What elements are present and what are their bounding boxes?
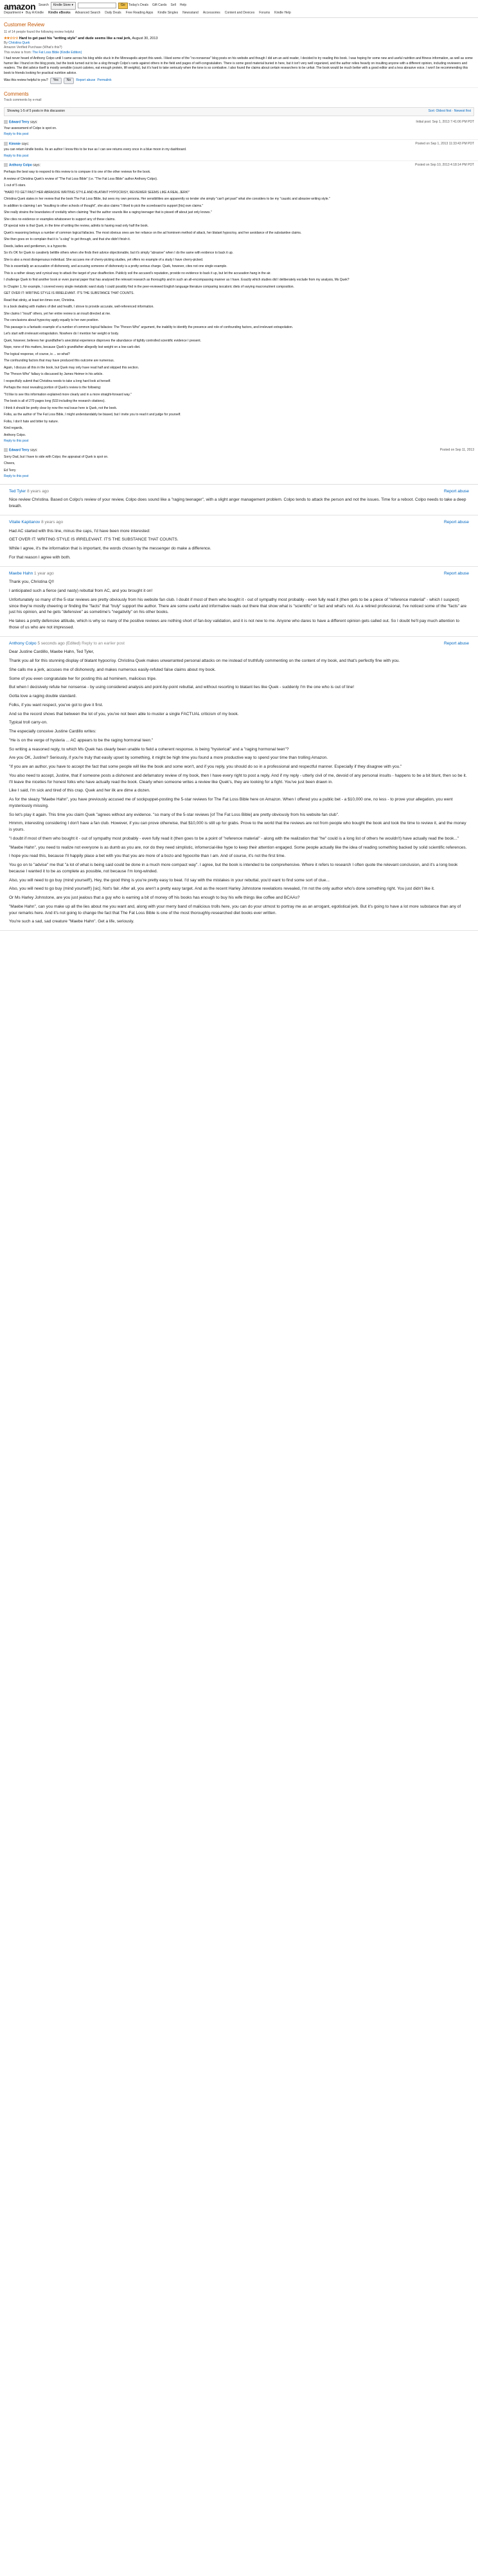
- review-about-label: This review is from:: [4, 50, 32, 55]
- comment-item: [0, 140, 478, 162]
- helpful-yes-button[interactable]: Yes: [50, 78, 62, 84]
- department-menu[interactable]: Department ▾: [4, 11, 24, 15]
- rebuttal-paragraph: She cites no evidence or examples whatsoever to support any of these claims.: [4, 217, 116, 221]
- comment-time: Posted on Sep 11, 2013: [439, 447, 474, 452]
- review-date: August 30, 2013: [132, 36, 158, 40]
- comment-paragraph: "He is on the verge of hysteria ... AC appears to be the raging hormonal teen.": [9, 738, 154, 743]
- comment-text: Your assessment of Colpo is spot on.: [4, 126, 57, 130]
- comment-paragraph: Some of you even congratulate her for posting this ad hominem, malicious tripe.: [9, 676, 157, 681]
- comment-paragraph: Are you OK, Justine? Seriously, if you're truly that easily upset by something, it might be high time you found a more productive way to spend your time than trolling Amazon.: [9, 756, 328, 761]
- rebuttal-paragraph: She claims I "insult" others, yet her entire review is an insult directed at me.: [4, 311, 111, 316]
- comment-paragraph: Had AC started with this line, minus the caps, I'd have been more interested:: [9, 528, 150, 533]
- comment-author[interactable]: Kimmie: [9, 141, 21, 146]
- comment-paragraph: Or Ms Harley Johnstone, are you just jealous that a guy who is earning a bit of money off his books has enough to buy his wife things like coffee and BCAAs?: [9, 895, 300, 901]
- paging-info: Showing 1-5 of 5 posts in this discussion: [7, 109, 66, 114]
- comment-paragraph: Dear Justine Cardillo, Maebe Hahn, Ted Tyler,: [9, 650, 94, 655]
- rebuttal-paragraph: GET OVER IT: WRITING STYLE IS IRRELEVANT. IT'S THE SUBSTANCE THAT COUNTS.: [4, 291, 134, 296]
- comment-paragraph: But when I decisively refute her nonsense - by using considered analysis and point-by-point rebuttal, and without resorting to blatant lies like Quek - suddenly I'm the one who is out of line!: [9, 685, 355, 690]
- rebuttal-paragraph: In addition to claiming I am "insulting to other schools of thought", she also claims "I liked to pick the scoreboard to support [his] own claims.": [4, 203, 204, 208]
- rebuttal-paragraph: The confounding factors that may have produced this outcome are numerous.: [4, 359, 115, 363]
- comment-author[interactable]: Anthony Colpo: [9, 163, 32, 168]
- comment-paragraph: I hope you read this, because I'll happily place a bet with you that you are more of a bozo and hypocrite than I am. And of course, it's not the first time.: [9, 854, 286, 859]
- comment-paragraph: As for the sleazy "Maebe Hahn", you have previously accused me of sockpuppet-posting the 5-star reviews for The Fat Loss Bible here on Amazon. When I offered you a public bet - a $10,000 one, no less - to prove your allegation, you went mysteriously missing.: [9, 797, 453, 808]
- comment-time: Posted on Sep 10, 2013 4:18:14 PM PDT: [414, 163, 474, 168]
- comment-paragraph: Gotta love a raging double standard.: [9, 694, 77, 699]
- comment-paragraph: I anticipated such a fierce (and nasty) rebuttal from AC, and you brought it on!: [9, 589, 153, 594]
- rebuttal-paragraph: Again, I discuss all this in the book, but Quek may only have read half and skipped this section.: [4, 365, 139, 370]
- says-label: says:: [30, 448, 38, 453]
- avatar: [4, 120, 8, 124]
- comment-paragraph: Folks, if you want respect, you've got to give it first.: [9, 702, 103, 707]
- rebuttal-paragraph: Christina Quek states in her review that the book The Fat Loss Bible, but sees my own persona. Her sensibilities are apparently so tender she simply "can't get past" what she considers to be my "caustic and abrasive writing style.": [4, 197, 330, 202]
- top-link-help[interactable]: Help: [179, 3, 187, 7]
- comment-paragraph: Nice review Christina. Based on Colpo's review of your review, Colpo does sound like a "raging teenager", with a slight anger management problem. Colpo tends to attack the person and not the issues. Time for a reboot. Colpo needs to take a deep breath.: [9, 497, 466, 509]
- comment-paragraph: The especially conceive Justine Cardillo writes:: [9, 729, 96, 734]
- comment-paragraph: "Maebe Hahn", can you make up all the lies about me you want and, along with your merry band of malicious trolls here, you can do your utmost to portray me as an arrogant, egotistical jerk. But it's going to have a lot more substance than any of your remarks here. And it's not going to change the fact that The Fat Loss Bible is one of the most thoroughly-researched diet books ever written.: [9, 904, 461, 915]
- avatar: [4, 142, 8, 146]
- comment-text: Sorry Dad, but I have to side with Colpo; the appraisal of Quek is spot on.: [4, 454, 109, 459]
- permalink-link[interactable]: Permalink: [97, 78, 112, 83]
- search-go-button[interactable]: Go: [118, 3, 128, 9]
- comment-age: 8 years ago: [27, 488, 49, 494]
- rebuttal-paragraph: This is essentially an accusation of dishonesty, and accusing someone of dishonesty is a pretty serious charge. Quek, however, cites not one single example.: [4, 264, 227, 269]
- comment-paragraph: You're such a sad, sad creature "Maebe Hahn". Get a life, seriously.: [9, 919, 134, 924]
- nav-content-devices[interactable]: Content and Devices: [224, 11, 255, 15]
- helpful-question: Was this review helpful to you?: [4, 78, 48, 83]
- rebuttal-paragraph: She is also a most disingenuous individual. She accuses me of cherry-picking studies, yet offers no example of a study I have cherry-picked.: [4, 257, 204, 262]
- comment-card: [0, 485, 478, 515]
- rebuttal-paragraph: In Chapter 1, for example, I covered every single metabolic ward study I could possibly find in the peer-reviewed English language literature comparing isocaloric diets of varying macronutrient composition.: [4, 284, 294, 289]
- review-headline: Hard to get past his "writing style" and dude seems like a real jerk,: [19, 36, 131, 40]
- rebuttal-paragraph: I challenge Quek to find another book or even journal paper that has analysed the relevant research as thoroughly and in such an all-encompassing manner as I have. Exactly which studies did I deliberately exclude from my analysis, Ms Quek?: [4, 278, 350, 282]
- rebuttal-paragraph: Perhaps the best way to respond to this review is to compare it to one of the other reviews for the book.: [4, 170, 151, 175]
- comment-text: you can return kindle books. Its an author I know this to be true as I can see returns every once in a blue moon in my dashboard.: [4, 148, 187, 152]
- rebuttal-paragraph: This passage is a fantastic example of a number of common logical fallacies: The "Person Who" argument, the inability to identify the presence and role of confounding factors, and irrelevant extrapolation.: [4, 325, 294, 329]
- comment-paragraph: Hmmm, interesting considering I don't have a fan club. However, if you can prove otherwise, that $10,000 is still up for grabs. Prove to the world that the reviews are not from people who bought the book and took the time to review it, and the money is yours.: [9, 821, 466, 833]
- comment-paragraph: He takes a pretty defensive attitude, which is why so many of the positive reviews are nothing short of fan-boy validation, and it is not new to me. Anyone who dares to have a different opinion gets called out. So I doubt he'll pay much attention to those of us who are not impressed.: [9, 619, 460, 630]
- nav-forums[interactable]: Forums: [259, 11, 270, 15]
- top-link-gift-cards[interactable]: Gift Cards: [152, 3, 167, 7]
- rebuttal-paragraph: I think it should be pretty clear by now the real issue here is Quek, not the book.: [4, 406, 118, 410]
- search-category-select[interactable]: Kindle Store ▾: [51, 2, 76, 10]
- helpful-no-button[interactable]: No: [64, 78, 74, 84]
- rebuttal-paragraph: "HARD TO GET PAST HER ABRASIVE WRITING STYLE AND BLATANT HYPOCRISY, REVIEWER SEEMS LIKE A REAL JERK!": [4, 190, 190, 194]
- review-section-title: Customer Review: [4, 22, 45, 28]
- comment-author[interactable]: Edward Terry: [9, 120, 30, 125]
- avatar: [4, 448, 8, 452]
- comments-title: Comments: [4, 91, 29, 97]
- nav-buy-kindle[interactable]: Buy A Kindle: [26, 11, 44, 15]
- search-input[interactable]: [78, 3, 116, 8]
- rebuttal-paragraph: Kind regards,: [4, 426, 23, 431]
- rebuttal-paragraph: This is a rather sleazy and cynical way to attack the target of your disaffection. Publicly soil the accused's reputation, provide no evidence to back it up, but let the accusation hang in the air.: [4, 271, 271, 275]
- top-link-sell[interactable]: Sell: [170, 3, 176, 7]
- comment-paragraph: Unfortunately so many of the 5-star reviews are pretty obviously from his website fan club. I doubt if most of them who bought it - out of sympathy most probably - even fully read it (then gets to be a piece of "reference material" - which I suspect) since they're mostly cheering or finding the "facts" that "truly" support the author. There are some useful and informative reads out there that show what is "scientific" or fact and what's not. As a retired professional, I've noticed some of the "facts" are just his opinion, and he gets "defensive" as sometime's "negativity" on his other books.: [9, 597, 467, 615]
- comment-time: Posted on Sep 1, 2013 11:33:43 PM PDT: [415, 141, 474, 146]
- header-bar: [0, 0, 478, 18]
- rebuttal-paragraph: The logical response, of course, is ... so what?: [4, 352, 70, 356]
- author-rebuttal-comment: [0, 161, 478, 445]
- comment-paragraph: Like I said, I'm sick and tired of this crap. Quek and her ilk are dime a dozen.: [9, 788, 150, 793]
- comment-paragraph: GET OVER IT: WRITING STYLE IS IRRELEVANT. IT'S THE SUBSTANCE THAT COUNTS.: [9, 537, 179, 542]
- comment-paragraph: For that reason I agree with both.: [9, 555, 71, 560]
- sort-options[interactable]: Sort: Oldest first · Newest first: [428, 109, 471, 114]
- customer-review: [0, 18, 478, 88]
- report-abuse-link[interactable]: Report abuse: [443, 488, 469, 494]
- rebuttal-paragraph: Anthony Colpo.: [4, 433, 26, 437]
- review-about-row: [4, 51, 474, 56]
- star-rating: ★★☆☆☆: [4, 36, 19, 40]
- comment-paragraph: "I doubt if most of them who bought it - out of sympathy most probably - even fully read it (then goes to be a point of "reference material" - along with the realization that "he" could is a long list of others he wouldn't) have actually read the book...": [9, 836, 459, 841]
- nav-free-apps[interactable]: Free Reading Apps: [125, 11, 154, 15]
- comment-age: 1 year ago: [34, 571, 54, 576]
- review-author-link[interactable]: Christina Quek: [8, 40, 30, 45]
- new-comments-list: [0, 484, 478, 931]
- comment-paragraph: Also, you will need to go buy (mind yourself!) [sic]. Not's fair. After all, you aren't a pretty easy target. And as the recent Harley Johnstone revelations revealed, I'm not the only author who's done something right. You just didn't like it.: [9, 886, 435, 892]
- paging-bar: [4, 107, 474, 116]
- comment-text: Cheers,: [4, 462, 15, 466]
- reply-link[interactable]: Reply to this post: [4, 439, 29, 444]
- rebuttal-paragraph: Quek's reasoning betrays a number of common logical fallacies. The most obvious ones are her reliance on the ad hominem method of attack, her blatant hypocrisy, and her avoidance of the substantive claims.: [4, 230, 302, 235]
- comment-paragraph: Thank you, Christina Q!!: [9, 580, 55, 585]
- reply-context-link[interactable]: Reply to an earlier post: [82, 641, 125, 646]
- report-abuse-link[interactable]: Report abuse: [443, 641, 469, 646]
- rebuttal-paragraph: She then goes on to complain that it is "a slog" to get through, and that she didn't finish it.: [4, 238, 131, 242]
- helpful-vote-row: [4, 78, 474, 84]
- nav-kindle-help[interactable]: Kindle Help: [274, 11, 291, 15]
- comment-card: [0, 567, 478, 637]
- kindle-subnav: [26, 11, 291, 16]
- amazon-logo[interactable]: amazon: [4, 1, 36, 12]
- nav-accessories[interactable]: Accessories: [202, 11, 220, 15]
- comment-paragraph: You also need to accept, Justine, that if someone posts a dishonest and defamatory review of my book, then I have every right to post a reply. And if my reply - utterly civil of me, devoid of any personal insults - happens to be a bit blunt, then so be it. I'll leave the niceties for honest folks who have actually read the book. Clearly when someone writes a review like Quek's, they are looking for a fight. You've just been drawn in.: [9, 773, 467, 784]
- rebuttal-paragraph: The conclusions about hypocrisy apply equally to her own position.: [4, 318, 99, 323]
- commenter-name[interactable]: Anthony Colpo: [9, 641, 37, 646]
- reply-link[interactable]: Reply to this post: [4, 153, 29, 158]
- comment-paragraph: While I agree, it's the information that is important, the words chosen by the messenger do make a difference.: [9, 546, 211, 551]
- comment-author[interactable]: Edward Terry: [9, 448, 30, 453]
- rebuttal-paragraph: Let's start with irrelevant extrapolation. Nowhere do I mention her weight or body.: [4, 332, 120, 336]
- comment-paragraph: And so the record shows that between the lot of you, you've not been able to muster a single FACTUAL criticism of my book.: [9, 711, 239, 716]
- rebuttal-paragraph: The "Person Who" fallacy is discussed by James Heimer in his article.: [4, 372, 103, 377]
- comment-paragraph: Thank you all for this stunning display of blatant hypocrisy. Christina Quek makes unwarranted personal attacks on me instead of truthfully commenting on the content of my book, and that's perfectly fine with you.: [9, 659, 400, 664]
- says-label: says:: [33, 163, 40, 168]
- rebuttal-paragraph: So it's OK for Quek to cavalierly belittle others when she finds their advice objectionable, but it's simply "abrasive" when I do the same with evidence to back it up.: [4, 251, 234, 255]
- rebuttal-paragraph: Of special note is that Quek, in the time of writing the review, admits to having read only half the book.: [4, 224, 149, 229]
- rebuttal-paragraph: Deeds, ladies and gentlemen, is a hypocrite.: [4, 244, 67, 248]
- review-author-row: [4, 41, 474, 46]
- nav-daily-deals[interactable]: Daily Deals: [105, 11, 121, 15]
- comment-paragraph: Also, you will need to go buy (mind yourself!), Hey, the good thing is you're pretty easy to beat. I'd say with the mistakes in your rebuttal, you'd want to find some sort of clue...: [9, 877, 330, 883]
- comment-time: Initial post: Sep 1, 2013 7:41:06 PM PDT: [416, 119, 474, 124]
- report-abuse-link[interactable]: Report abuse: [443, 519, 469, 524]
- commenter-name[interactable]: Vitalie Kapitanov: [9, 519, 40, 524]
- rebuttal-paragraph: I respectfully submit that Christina needs to take a long hard look at herself.: [4, 379, 111, 383]
- nav-newsstand[interactable]: Newsstand: [182, 11, 199, 15]
- says-label: says:: [30, 120, 38, 125]
- rebuttal-paragraph: 1 out of 5 stars.: [4, 184, 26, 188]
- helpful-count: 11 of 14 people found the following review helpful: [4, 30, 75, 34]
- product-link[interactable]: The Fat Loss Bible (Kindle Edition): [32, 50, 82, 55]
- comment-card: [0, 637, 478, 931]
- track-comments-link[interactable]: Track comments by e-mail: [4, 98, 42, 102]
- reply-link[interactable]: Reply to this post: [4, 132, 29, 137]
- rebuttal-paragraph: The book is all of 270 pages long (533 including the research citations).: [4, 399, 105, 404]
- rebuttal-paragraph: Perhaps the most revealing portion of Quek's review is the following:: [4, 386, 102, 390]
- comment-item: [0, 118, 478, 140]
- comment-paragraph: "Maebe Hahn", you need to realize not everyone is as dumb as you are, nor do they need simplistic, infomercial-like hype to keep their attention engaged. Some people actually like the idea of reading something backed by solid scientific references.: [9, 845, 467, 850]
- commenter-name[interactable]: Maebe Hahn: [9, 571, 33, 576]
- comment-paragraph: She calls me a jerk, accuses me of dishonesty, and makes numerous easily-refuted false claims about my book.: [9, 667, 216, 672]
- comment-card: [0, 515, 478, 567]
- comment-paragraph: So let's play it again. This time you claim Quek "agrees without any evidence. "so many of the 5-star reviews [of The Fat Loss Bible] are pretty obviously from his website fan club".: [9, 812, 339, 817]
- comment-paragraph: Typical troll carry-on.: [9, 720, 48, 725]
- rebuttal-paragraph: Quek, however, believes her grandfather's anecdotal experience disproves the abundance of tightly controlled scientific evidence I present.: [4, 338, 201, 343]
- comment-age: 5 seconds ago (Edited): [37, 641, 81, 646]
- comment-paragraph: You go on to "advise" me that "a lot of what is being said could be done in a much more compact way". I agree, but the book is intended to be comprehensive. Where it refers to research I often quote the relevant conclusion, and it's a long book because I wanted it to be as complete as possible, not because I'm long-winded.: [9, 863, 458, 874]
- rebuttal-paragraph: She really strains the boundaries of credulity when claiming "that the author sounds like a raging teenager that is pissed off about just only knows.": [4, 211, 212, 215]
- comments-section: [0, 88, 478, 106]
- reply-link[interactable]: Reply to this post: [4, 474, 29, 479]
- rebuttal-body: [4, 170, 474, 438]
- comment-paragraph: So writing a reasoned reply, to which Ms Quek has clearly been unable to field a coherent response, is being "hysterical" and a "raging hormonal teen"?: [9, 747, 289, 752]
- search-bar: [39, 2, 128, 10]
- comment-text: Ed Terry: [4, 468, 16, 472]
- rebuttal-paragraph: "I'd like to see this information explained more clearly and in a more straight-forward way.": [4, 392, 132, 397]
- nav-kindle-ebooks[interactable]: Kindle eBooks: [48, 11, 71, 15]
- comment-item: [0, 446, 478, 481]
- report-abuse-link[interactable]: Report abuse: [443, 571, 469, 576]
- top-links: [128, 3, 186, 8]
- commenter-name[interactable]: Ted Tyler: [9, 488, 26, 494]
- nav-advanced-search[interactable]: Advanced Search: [75, 11, 101, 15]
- rebuttal-paragraph: Folks, as the author of The Fat Loss Bible, I might understandably be biased, but I invite you to read it and judge for yourself.: [4, 413, 181, 417]
- search-label: Search: [39, 3, 49, 7]
- top-link-deals[interactable]: Today's Deals: [128, 3, 148, 7]
- rebuttal-paragraph: In a book dealing with matters of diet and health, I strove to provide accurate, well-referenced information.: [4, 305, 154, 309]
- comment-paragraph: "If you are an author, you have to accept the fact that some people will like the book and some won't, and if you reply, you should do so in a professional and respectful manner. Especially if they disagree with you.": [9, 765, 402, 770]
- verified-purchase: Amazon Verified Purchase (What's this?): [4, 46, 62, 50]
- review-headline-row: [4, 36, 474, 41]
- rebuttal-paragraph: Read that stinky, at least ten times over, Christina.: [4, 298, 75, 302]
- rebuttal-paragraph: Nope, none of this matters, because Quek's grandfather allegedly lost weight on a low-carb diet.: [4, 345, 141, 350]
- rebuttal-paragraph: A review of Christina Quek's review of "The Fat Loss Bible" (i.e. "The Fat Loss Bible" author Anthony Colpo).: [4, 177, 158, 181]
- report-abuse-link[interactable]: Report abuse: [76, 78, 96, 83]
- avatar: [4, 163, 8, 167]
- rebuttal-paragraph: Folks, I don't hate and bitter by nature.: [4, 419, 59, 424]
- nav-kindle-singles[interactable]: Kindle Singles: [157, 11, 179, 15]
- comment-age: 8 years ago: [41, 519, 64, 524]
- review-body: I had never heard of Anthony Colpo until I came across his blog while stuck in the Minneapolis airport this week. I liked some of the "no-nonsense" blog posts on his website and though I did am an avid reader, I decided to try reading this book. I was hoping for some new and useful nutrition and fitness information, as well as some humor like I found on the blog posts, but the book turned out to be a slog through Colpo's rants against others in the field and pages of self-congratulation. There is some good material buried in here, but it isn't very well organized, and the author relies heavily on insulting anyone with a different opinion, including reviewers and readers. The diet advice itself is mostly sensible (count calories, eat enough protein, lift weights), but it's hard to take seriously when the tone is so combative. I also found the claims about certain researchers to be unfair. The book would be much better with a good editor and a less abrasive voice. I won't be recommending this book to friends looking for practical nutrition advice.: [4, 56, 473, 75]
- by-label: By: [4, 40, 8, 45]
- says-label: says:: [21, 141, 30, 146]
